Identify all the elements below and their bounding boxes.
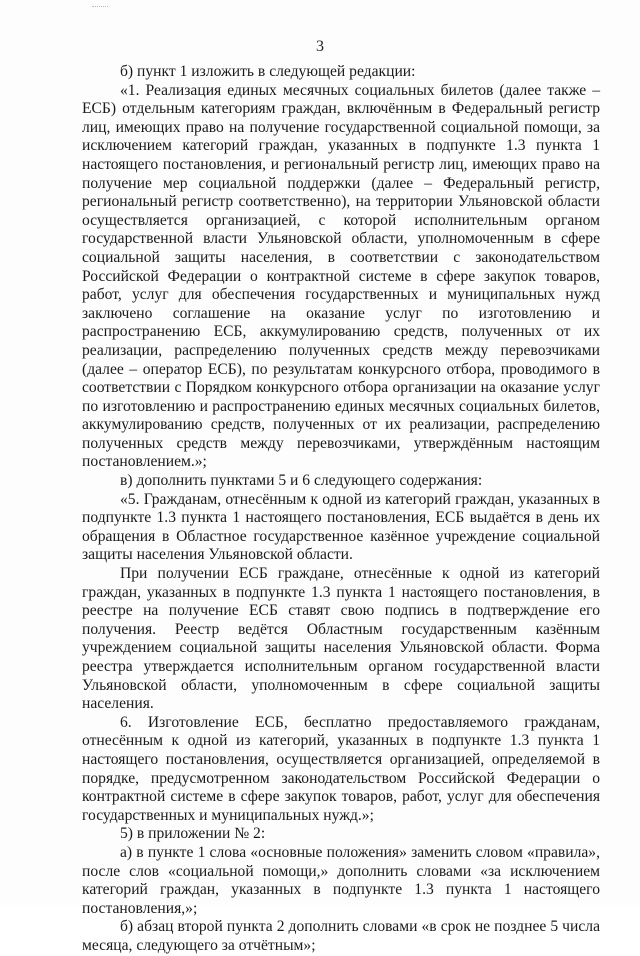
scan-artifact xyxy=(92,6,108,9)
page-number: 3 xyxy=(316,38,324,55)
paragraph-item-b-2: б) абзац второй пункта 2 дополнить словами «в срок не позднее 5 числа месяца, следующего за отчётным»; xyxy=(82,918,600,954)
paragraph-item-v: в) дополнить пунктами 5 и 6 следующего содержания: xyxy=(120,472,483,490)
paragraph-item-a: а) в пункте 1 слова «основные положения» заменить словом «правила», после слов «социальной помощи,» дополнить словами «за исключением категорий граждан, указанных в подпункте 1.3 пункта 1 настоящего постановления,»; xyxy=(82,843,600,917)
paragraph-point-5: «5. Гражданам, отнесённым к одной из категорий граждан, указанных в подпункте 1.3 пункта 1 настоящего постановления, ЕСБ выдаётся в день их обращения в Областное государственное казённое учреждение социальной защиты населения Ульяновской области. xyxy=(82,490,600,564)
paragraph-registry: При получении ЕСБ граждане, отнесённые к одной из категорий граждан, указанных в подпункте 1.3 пункта 1 настоящего постановления, в реестре на получение ЕСБ ставят свою подпись в подтверждение его получения. Реестр ведётся Областным государственным казённым учреждением социальной защиты населения Ульяновской области. Форма реестра утверждается исполнительным органом государственной власти Ульяновской области, уполномоченным в сфере социальной защиты населения. xyxy=(82,565,600,713)
paragraph-item-b: б) пункт 1 изложить в следующей редакции: xyxy=(120,63,416,80)
paragraph-appendix-2: 5) в приложении № 2: xyxy=(120,825,266,843)
document-body xyxy=(82,63,600,956)
paragraph-point-6: 6. Изготовление ЕСБ, бесплатно предоставляемого гражданам, отнесённым к одной из категорий, указанных в подпункте 1.3 пункта 1 настоящего постановления, осуществляется организацией, определяемой в порядке, предусмотренном законодательством Российской Федерации о контрактной системе в сфере закупок товаров, работ, услуг для обеспечения государственных и муниципальных нужд.»; xyxy=(82,713,600,824)
paragraph-point-1: «1. Реализация единых месячных социальных билетов (далее также – ЕСБ) отдельным категориям граждан, включённым в Федеральный регистр лиц, имеющих право на получение государственной социальной помощи, за исключением категорий граждан, указанных в подпункте 1.3 пункта 1 настоящего постановления, и региональный регистр лиц, имеющих право на получение мер социальной поддержки (далее – Федеральный регистр, региональный регистр соответственно), на территории Ульяновской области осуществляется организацией, с которой исполнительным органом государственной власти Ульяновской области, уполномоченным в сфере социальной защиты населения, в соответствии с законодательством Российской Федерации о контрактной системе в сфере закупок товаров, работ, услуг для обеспечения государственных и муниципальных нужд заключено соглашение на оказание услуг по изготовлению и распространению ЕСБ, аккумулированию средств, полученных от их реализации, распределению полученных средств между перевозчиками (далее – оператор ЕСБ), по результатам конкурсного отбора, проводимого в соответствии с Порядком конкурсного отбора организации на оказание услуг по изготовлению и распространению единых месячных социальных билетов, аккумулированию средств, полученных от их реализации, распределению полученных средств между перевозчиками, утверждённым настоящим постановлением.»; xyxy=(82,81,600,471)
